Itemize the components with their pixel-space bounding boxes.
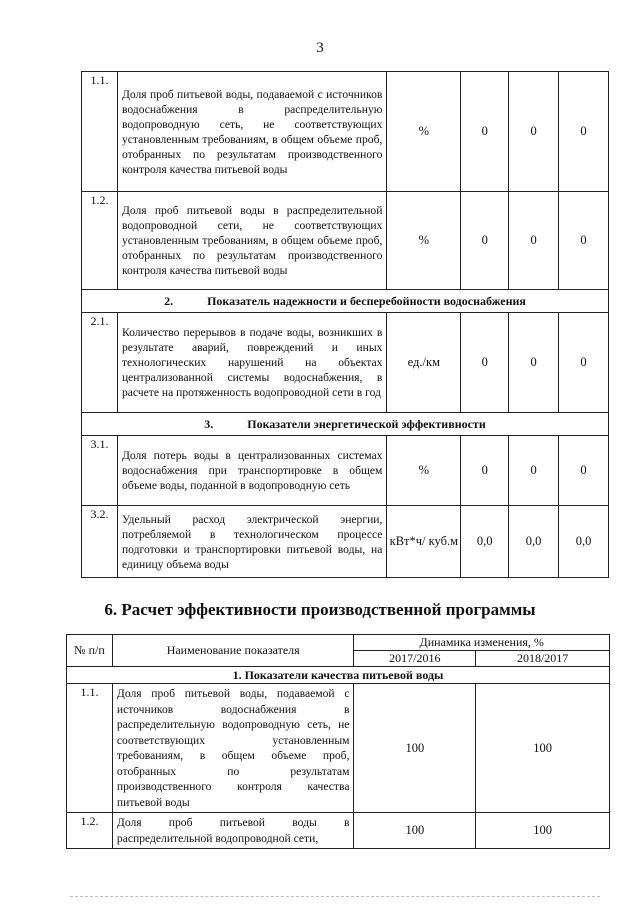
value-cell: 100	[476, 813, 610, 849]
row-number: 3.1.	[82, 436, 118, 506]
unit-cell: %	[387, 192, 461, 290]
page-bottom-divider	[70, 896, 600, 897]
section-number: 3.	[204, 416, 214, 431]
section-title: Показатель надежности и бесперебойности водоснабжения	[207, 293, 526, 308]
table-row	[82, 506, 609, 578]
value-cell: 0,0	[559, 506, 609, 578]
value-cell: 0,0	[509, 506, 559, 578]
value-cell: 100	[354, 813, 476, 849]
unit-cell: ед./км	[387, 313, 461, 413]
row-number: 1.2.	[82, 192, 118, 290]
value-cell: 100	[476, 684, 610, 813]
value-cell: 0	[461, 192, 509, 290]
value-cell: 0	[559, 192, 609, 290]
value-cell: 0	[559, 72, 609, 192]
table-row	[67, 813, 610, 849]
table-row	[82, 72, 609, 192]
column-header-year: 2017/2016	[354, 651, 476, 667]
table-row	[82, 313, 609, 413]
unit-cell: %	[387, 72, 461, 192]
table-row	[82, 436, 609, 506]
indicator-name: Доля проб питьевой воды в распределительной водопроводной сети,	[112, 813, 354, 849]
section-header	[82, 413, 609, 436]
row-number: 1.1.	[82, 72, 118, 192]
indicator-name: Удельный расход электрической энергии, потребляемой в технологическом процессе подготовки и транспортировки питьевой воды, на единицу объема воды	[117, 506, 386, 578]
value-cell: 0	[461, 72, 509, 192]
efficiency-table	[66, 634, 610, 849]
value-cell: 0	[461, 436, 509, 506]
indicator-name: Доля проб питьевой воды, подаваемой с источников водоснабжения в распределительную водопроводную сеть, не соответствующих установленным требованиям, в общем объеме проб, отобранных по результатам производственного контроля качества питьевой воды	[112, 684, 354, 813]
page-number: 3	[316, 40, 324, 56]
value-cell: 0	[509, 436, 559, 506]
value-cell: 100	[354, 684, 476, 813]
indicator-name: Доля потерь воды в централизованных системах водоснабжения при транспортировке в общем объеме воды, поданной в водопроводную сеть	[117, 436, 386, 506]
indicators-table	[81, 71, 609, 578]
value-cell: 0	[509, 313, 559, 413]
unit-cell: кВт*ч/ куб.м	[387, 506, 461, 578]
section-title: 1. Показатели качества питьевой воды	[67, 667, 610, 684]
value-cell: 0,0	[461, 506, 509, 578]
value-cell: 0	[461, 313, 509, 413]
row-number: 1.2.	[67, 813, 113, 849]
indicator-name: Доля проб питьевой воды, подаваемой с источников водоснабжения в распределительную водопроводную сеть, не соответствующих установленным требованиям, в общем объеме проб, отобранных по результатам производственного контроля качества питьевой воды	[117, 72, 386, 192]
table-row	[82, 192, 609, 290]
indicator-name: Количество перерывов в подаче воды, возникших в результате аварий, повреждений и иных технологических нарушений на объектах централизованной системы водоснабжения, в расчете на протяженность водопроводной сети в год	[117, 313, 386, 413]
unit-cell: %	[387, 436, 461, 506]
section-heading: 6. Расчет эффективности производственной программы	[104, 600, 536, 619]
value-cell: 0	[559, 436, 609, 506]
row-number: 3.2.	[82, 506, 118, 578]
column-header-number: № п/п	[67, 635, 113, 667]
section-title: Показатели энергетической эффективности	[247, 416, 486, 431]
value-cell: 0	[559, 313, 609, 413]
column-header-year: 2018/2017	[476, 651, 610, 667]
section-number: 2.	[164, 293, 174, 308]
value-cell: 0	[509, 72, 559, 192]
indicator-name: Доля проб питьевой воды в распределительной водопроводной сети, не соответствующих установленным требованиям, в общем объеме проб, отобранных по результатам производственного контроля качества питьевой воды	[117, 192, 386, 290]
column-header-dynamics: Динамика изменения, %	[354, 635, 610, 651]
row-number: 1.1.	[67, 684, 113, 813]
column-header-name: Наименование показателя	[112, 635, 354, 667]
row-number: 2.1.	[82, 313, 118, 413]
section-header	[82, 290, 609, 313]
section-header	[67, 667, 610, 684]
value-cell: 0	[509, 192, 559, 290]
table-row	[67, 684, 610, 813]
